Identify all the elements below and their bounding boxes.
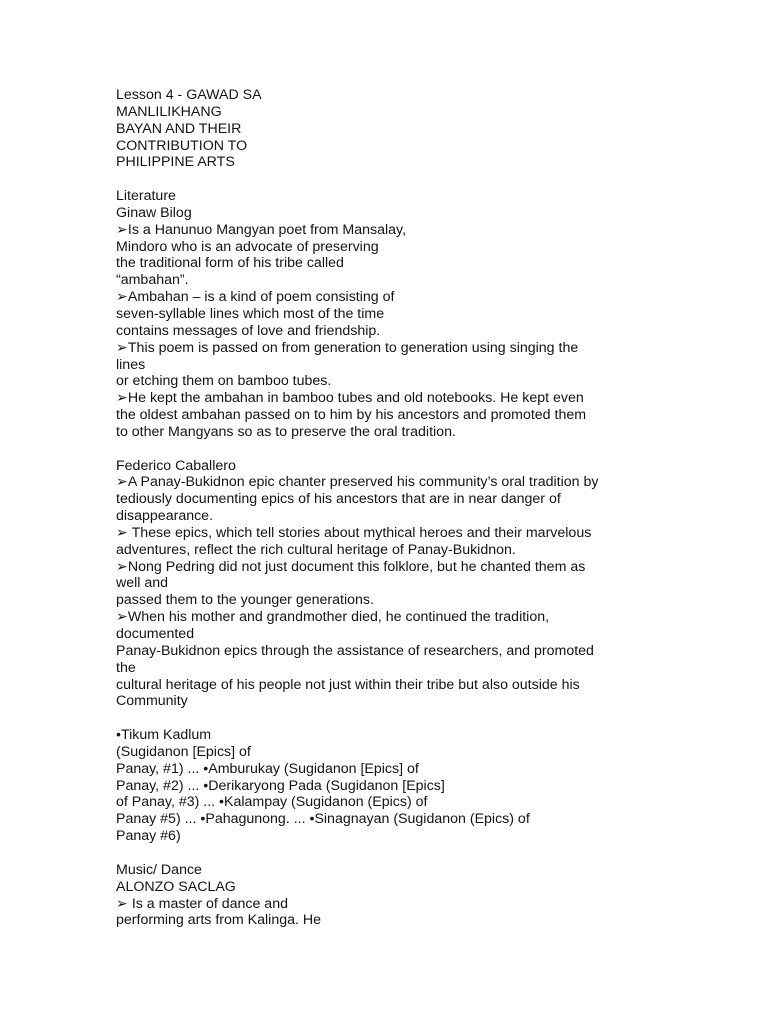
- text-line: the traditional form of his tribe called: [116, 255, 344, 272]
- text-line: ➢ These epics, which tell stories about mythical heroes and their marvelous: [116, 524, 592, 541]
- text-line: lines: [116, 356, 146, 373]
- text-line: Mindoro who is an advocate of preserving: [116, 238, 379, 255]
- text-line: PHILIPPINE ARTS: [116, 154, 235, 171]
- text-line: contains messages of love and friendship.: [116, 322, 381, 339]
- text-line: Panay #5) ... •Pahagunong. ... •Sinagnayan (Sugidanon (Epics) of: [116, 811, 530, 828]
- text-line: documented: [116, 626, 195, 642]
- text-line: to other Mangyans so as to preserve the oral tradition.: [116, 423, 456, 440]
- text-line: MANLILIKHANG: [116, 103, 222, 120]
- text-line: •Tikum Kadlum: [116, 727, 212, 744]
- text-line: Ginaw Bilog: [116, 204, 192, 221]
- text-line: performing arts from Kalinga. He: [116, 912, 322, 929]
- text-line: Panay-Bukidnon epics through the assistance of researchers, and promoted: [116, 642, 594, 659]
- text-line: tediously documenting epics of his ancestors that are in near danger of: [116, 491, 561, 508]
- text-line: Music/ Dance: [116, 861, 202, 878]
- text-line: the: [116, 659, 136, 676]
- text-line: Lesson 4 - GAWAD SA: [116, 87, 262, 103]
- document-page: [116, 87, 656, 929]
- section-title: [116, 87, 656, 171]
- text-line: of Panay, #3) ... •Kalampay (Sugidanon (Epics) of: [116, 794, 428, 811]
- text-line: passed them to the younger generations.: [116, 592, 374, 609]
- text-line: ➢When his mother and grandmother died, he continued the tradition,: [116, 609, 550, 626]
- text-line: Panay, #1) ... •Amburukay (Sugidanon [Epics] of: [116, 760, 419, 777]
- text-line: Literature: [116, 188, 176, 205]
- text-line: ➢He kept the ambahan in bamboo tubes and old notebooks. He kept even: [116, 390, 584, 407]
- text-line: seven-syllable lines which most of the time: [116, 305, 385, 322]
- text-line: (Sugidanon [Epics] of: [116, 743, 251, 760]
- text-line: ➢This poem is passed on from generation to generation using singing the: [116, 339, 579, 356]
- text-line: ➢Nong Pedring did not just document this folklore, but he chanted them as: [116, 558, 586, 575]
- paragraph-spacer: [116, 171, 656, 188]
- text-line: “ambahan”.: [116, 272, 189, 289]
- paragraph-spacer: [116, 710, 656, 727]
- section-federico-caballero: [116, 458, 656, 711]
- text-line: Community: [116, 693, 188, 710]
- text-line: ➢Is a Hanunuo Mangyan poet from Mansalay,: [116, 221, 407, 238]
- text-line: disappearance.: [116, 508, 214, 525]
- text-line: ALONZO SACLAG: [116, 878, 236, 895]
- text-line: or etching them on bamboo tubes.: [116, 373, 332, 390]
- text-line: CONTRIBUTION TO: [116, 137, 248, 154]
- text-line: cultural heritage of his people not just within their tribe but also outside his: [116, 676, 580, 693]
- text-line: ➢A Panay-Bukidnon epic chanter preserved his community’s oral tradition by: [116, 474, 599, 491]
- text-line: adventures, reflect the rich cultural heritage of Panay-Bukidnon.: [116, 541, 516, 558]
- text-line: the oldest ambahan passed on to him by his ancestors and promoted them: [116, 407, 587, 424]
- text-line: ➢ Is a master of dance and: [116, 895, 288, 912]
- text-line: BAYAN AND THEIR: [116, 120, 242, 137]
- text-line: Panay, #2) ... •Derikaryong Pada (Sugidanon [Epics]: [116, 777, 445, 794]
- paragraph-spacer: [116, 441, 656, 458]
- text-line: Panay #6): [116, 828, 181, 845]
- text-line: well and: [116, 575, 169, 592]
- section-literature-ginaw-bilog: [116, 188, 656, 441]
- text-line: Federico Caballero: [116, 457, 236, 474]
- section-epics-list: [116, 727, 656, 845]
- section-music-dance-alonzo-saclag: [116, 862, 656, 929]
- paragraph-spacer: [116, 845, 656, 862]
- text-line: ➢Ambahan – is a kind of poem consisting of: [116, 289, 395, 306]
